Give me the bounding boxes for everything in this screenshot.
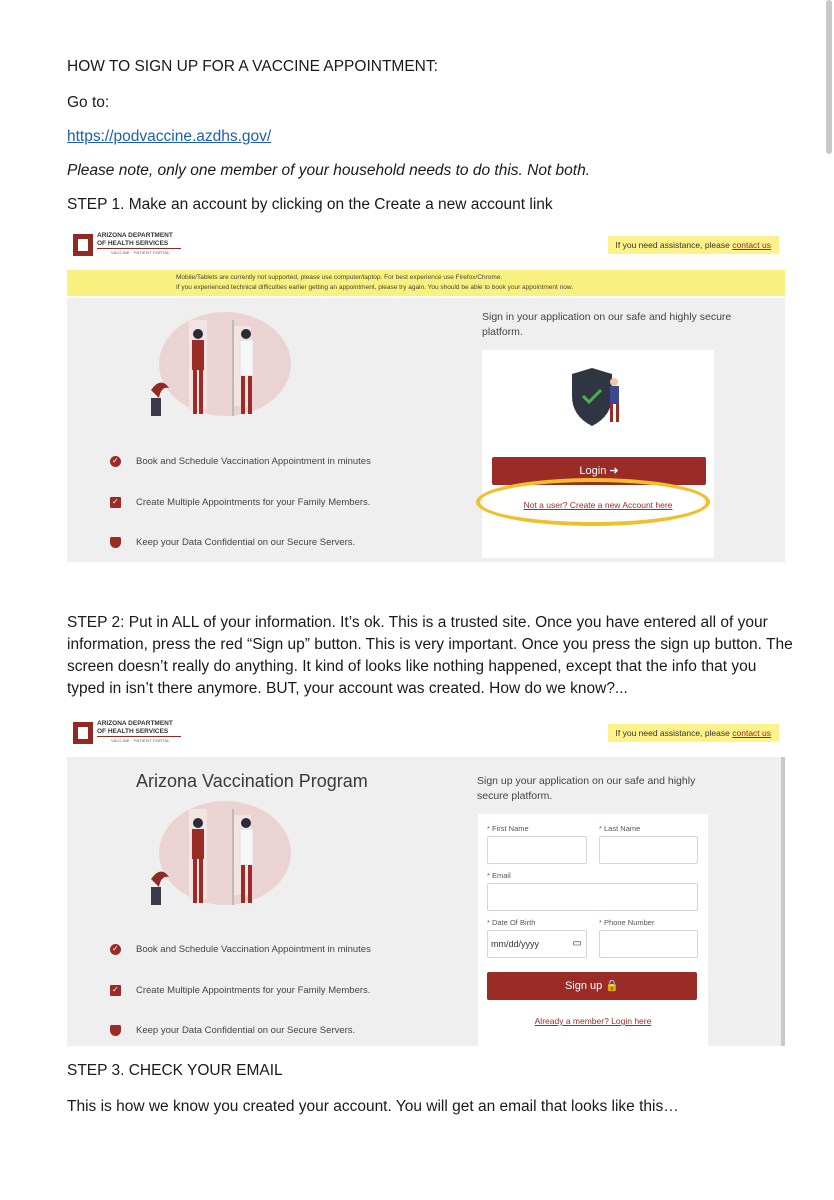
feature-family: ✓ Create Multiple Appointments for your Family Members.	[136, 497, 376, 508]
login-card	[482, 350, 714, 558]
dob-input[interactable]: mm/dd/yyyy ▭	[487, 930, 587, 958]
contact-us-link-2[interactable]: contact us	[732, 728, 771, 738]
login-button[interactable]: Login ➜	[492, 457, 706, 485]
feature-family-2: ✓ Create Multiple Appointments for your Family Members.	[136, 985, 376, 996]
scrollbar[interactable]	[826, 0, 832, 154]
contact-us-link[interactable]: contact us	[732, 240, 771, 250]
health-workers-illustration	[141, 312, 291, 418]
create-account-link[interactable]: Not a user? Create a new Account here	[523, 500, 673, 510]
step-3-heading: STEP 3. CHECK YOUR EMAIL	[67, 1062, 283, 1079]
portal-header	[67, 228, 785, 268]
household-note: Please note, only one member of your household needs to do this. Not both.	[67, 162, 591, 179]
go-to-label: Go to:	[67, 94, 110, 111]
highlight-oval	[476, 478, 710, 526]
signup-screenshot	[67, 716, 785, 1046]
feature-secure-2: Keep your Data Confidential on our Secure Servers.	[136, 1025, 376, 1036]
portal-link[interactable]: https://podvaccine.azdhs.gov/	[67, 128, 272, 145]
azdhs-logo-2: ARIZONA DEPARTMENT OF HEALTH SERVICES VACCINE · PATIENT PORTAL	[73, 720, 193, 750]
sign-up-button[interactable]: Sign up 🔒	[487, 972, 697, 1000]
azdhs-logo: ARIZONA DEPARTMENT OF HEALTH SERVICES VACCINE · PATIENT PORTAL	[73, 232, 193, 262]
program-title: Arizona Vaccination Program	[136, 771, 368, 791]
login-link[interactable]: Already a member? Login here	[534, 1016, 652, 1026]
lock-icon: 🔒	[605, 980, 620, 992]
shield-icon	[110, 1025, 121, 1036]
check-circle-icon	[110, 456, 121, 467]
browser-warning: Mobile/Tablets are currently not supported, please use computer/laptop. For best experience use Firefox/Chrome. If you experienced technical difficulties earlier getting an appointment, please try again. You should be able to book your appointment now.	[67, 270, 785, 296]
first-name-label: * First Name	[487, 824, 529, 833]
first-name-input[interactable]	[487, 836, 587, 864]
email-field[interactable]	[487, 883, 698, 911]
checkbox-icon	[110, 497, 121, 508]
check-circle-icon	[110, 944, 121, 955]
assistance-banner: If you need assistance, please contact us	[608, 236, 779, 254]
feature-secure: Keep your Data Confidential on our Secure Servers.	[136, 537, 376, 548]
step-1-text: STEP 1. Make an account by clicking on the Create a new account link	[67, 196, 553, 213]
dob-label: * Date Of Birth	[487, 918, 536, 927]
security-shield-icon	[570, 364, 626, 430]
page-scrollbar[interactable]	[781, 757, 785, 1046]
signup-card	[478, 814, 708, 1046]
feature-book-2: ✓ Book and Schedule Vaccination Appointment in minutes	[136, 944, 376, 955]
last-name-input[interactable]	[599, 836, 698, 864]
calendar-icon[interactable]: ▭	[572, 938, 582, 949]
portal-body	[67, 298, 785, 562]
doc-title: HOW TO SIGN UP FOR A VACCINE APPOINTMENT:	[67, 58, 438, 75]
step-3-text: This is how we know you created your account. You will get an email that looks like this…	[67, 1098, 679, 1115]
shield-icon	[110, 537, 121, 548]
login-screenshot	[67, 228, 785, 562]
checkbox-icon	[110, 985, 121, 996]
phone-input[interactable]	[599, 930, 698, 958]
portal-body-2	[67, 757, 785, 1046]
signup-intro: Sign up your application on our safe and highly secure platform.	[477, 775, 696, 802]
email-label: * Email	[487, 871, 511, 880]
portal-header-2	[67, 716, 785, 756]
phone-label: * Phone Number	[599, 918, 655, 927]
last-name-label: * Last Name	[599, 824, 641, 833]
step-2-text: STEP 2: Put in ALL of your information. It’s ok. This is a trusted site. Once you have entered all of your information, press the red “Sign up” button. This is very important. Once you press the sign up button. The screen doesn’t really do anything. It kind of looks like nothing happened, except that the info that you typed in isn’t there anymore. BUT, your account was created. How do we know?...	[67, 614, 793, 697]
health-workers-illustration-2	[141, 801, 291, 907]
assistance-banner-2: If you need assistance, please contact us	[608, 724, 779, 742]
feature-book: ✓ Book and Schedule Vaccination Appointment in minutes	[136, 456, 376, 467]
login-intro: Sign in your application on our safe and highly secure platform.	[482, 311, 732, 338]
